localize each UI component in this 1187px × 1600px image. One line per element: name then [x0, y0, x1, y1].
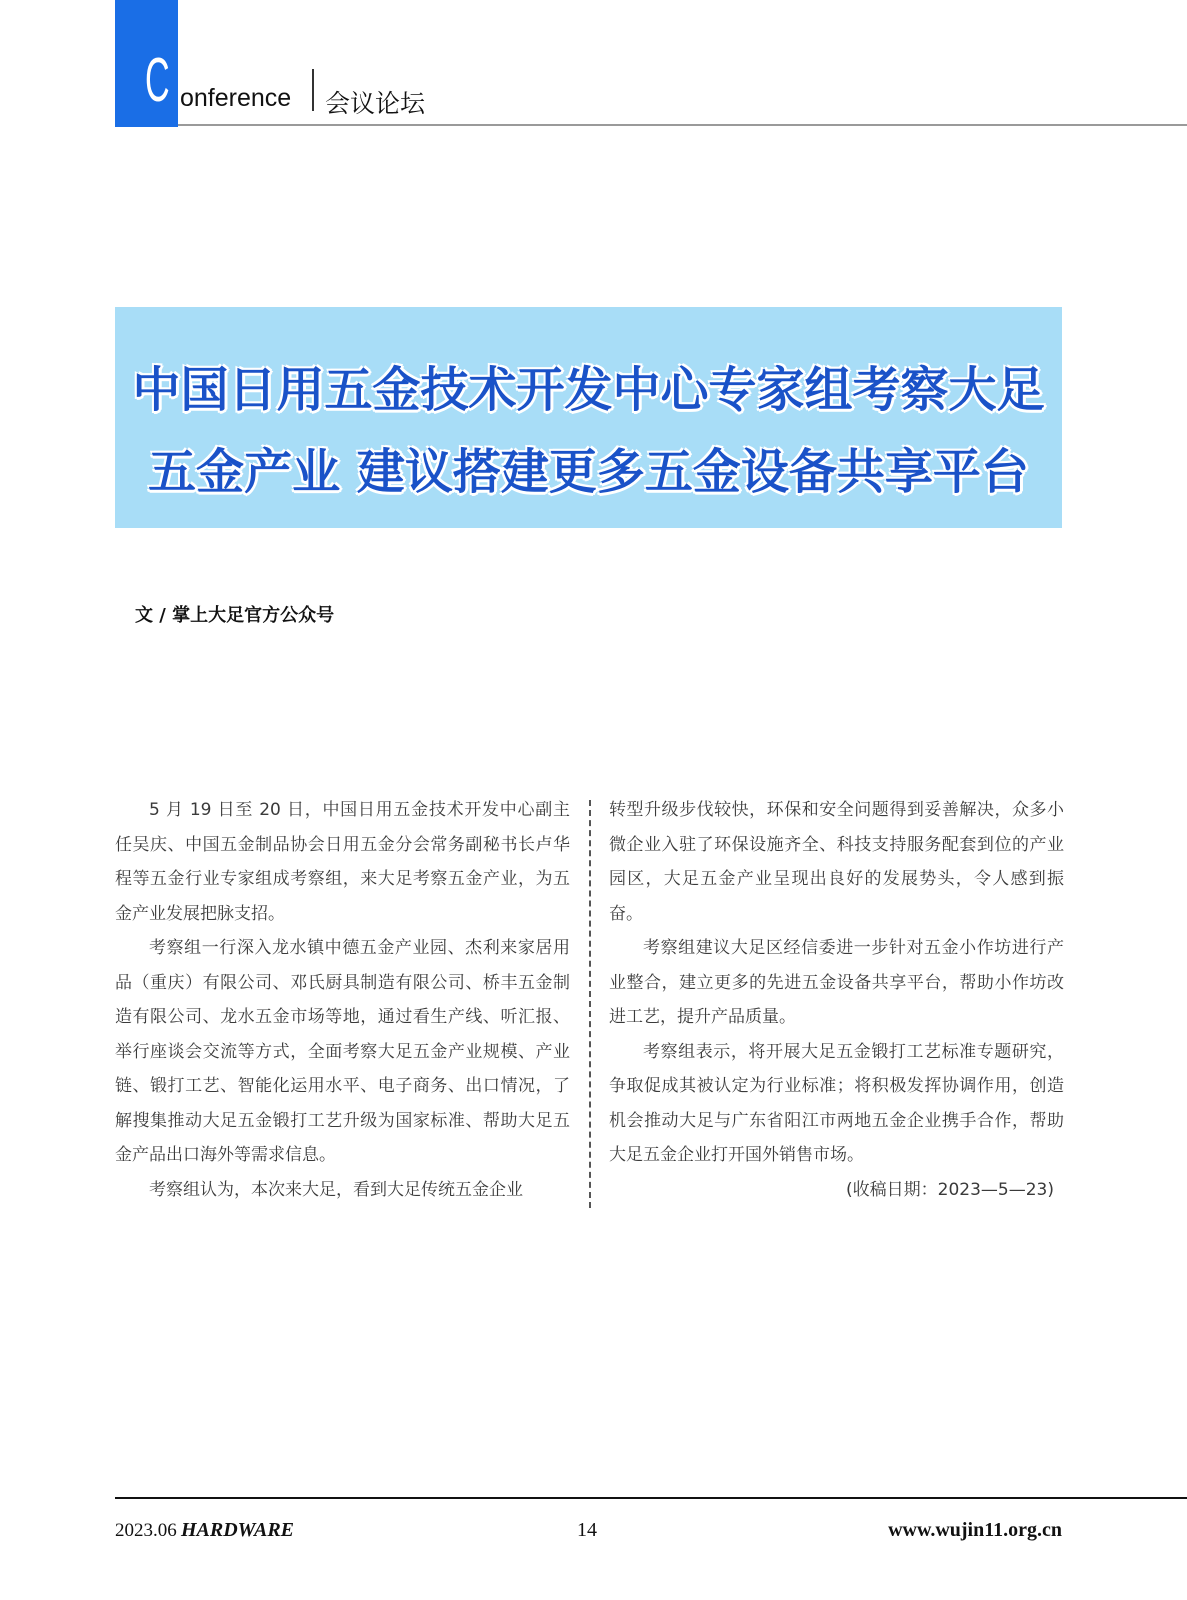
page-number: 14 — [577, 1519, 597, 1541]
footer-url: www.wujin11.org.cn — [888, 1519, 1062, 1541]
received-date: (收稿日期：2023—5—23) — [846, 1179, 1054, 1200]
article-column-right — [609, 793, 1064, 1207]
paragraph: 考察组建议大足区经信委进一步针对五金小作坊进行产业整合，建立更多的先进五金设备共享平台，帮助小作坊改进工艺，提升产品质量。 — [609, 938, 1064, 1027]
paragraph: 5 月 19 日至 20 日，中国日用五金技术开发中心副主任吴庆、中国五金制品协会日用五金分会常务副秘书长卢华程等五金行业专家组成考察组，来大足考察五金产业，为五金产业发展把脉支招。 — [115, 800, 570, 924]
footer-issue: 2023.06 — [115, 1520, 177, 1541]
footer-brand: HARDWARE — [181, 1519, 294, 1541]
section-title-cn: 会议论坛 — [325, 89, 426, 118]
paragraph: 考察组一行深入龙水镇中德五金产业园、杰利来家居用品（重庆）有限公司、邓氏厨具制造有限公司、桥丰五金制造有限公司、龙水五金市场等地，通过看生产线、听汇报、举行座谈会交流等方式，全面考察大足五金产业规模、产业链、锻打工艺、智能化运用水平、电子商务、出口情况，了解搜集推动大足五金锻打工艺升级为国家标准、帮助大足五金产品出口海外等需求信息。 — [115, 938, 570, 1165]
article-title-line-1: 中国日用五金技术开发中心专家组考察大足 — [132, 362, 1045, 418]
title-banner — [115, 307, 1062, 528]
header-rule — [178, 124, 1187, 126]
section-divider — [312, 69, 314, 111]
paragraph: 转型升级步伐较快，环保和安全问题得到妥善解决，众多小微企业入驻了环保设施齐全、科技支持服务配套到位的产业园区，大足五金产业呈现出良好的发展势头，令人感到振奋。 — [609, 800, 1064, 924]
paragraph: 考察组认为，本次来大足，看到大足传统五金企业 — [149, 1179, 523, 1200]
footer-rule — [115, 1497, 1187, 1499]
section-initial: C — [145, 46, 170, 115]
article-title-line-2: 五金产业 建议搭建更多五金设备共享平台 — [148, 444, 1029, 500]
section-title-en: onference — [180, 84, 292, 112]
byline: 文 / 掌上大足官方公众号 — [135, 605, 335, 626]
column-divider — [589, 800, 591, 1208]
paragraph: 考察组表示，将开展大足五金锻打工艺标准专题研究，争取促成其被认定为行业标准；将积极发挥协调作用，创造机会推动大足与广东省阳江市两地五金企业携手合作，帮助大足五金企业打开国外销售市场。 — [609, 1041, 1064, 1165]
article-column-left — [115, 793, 570, 1207]
